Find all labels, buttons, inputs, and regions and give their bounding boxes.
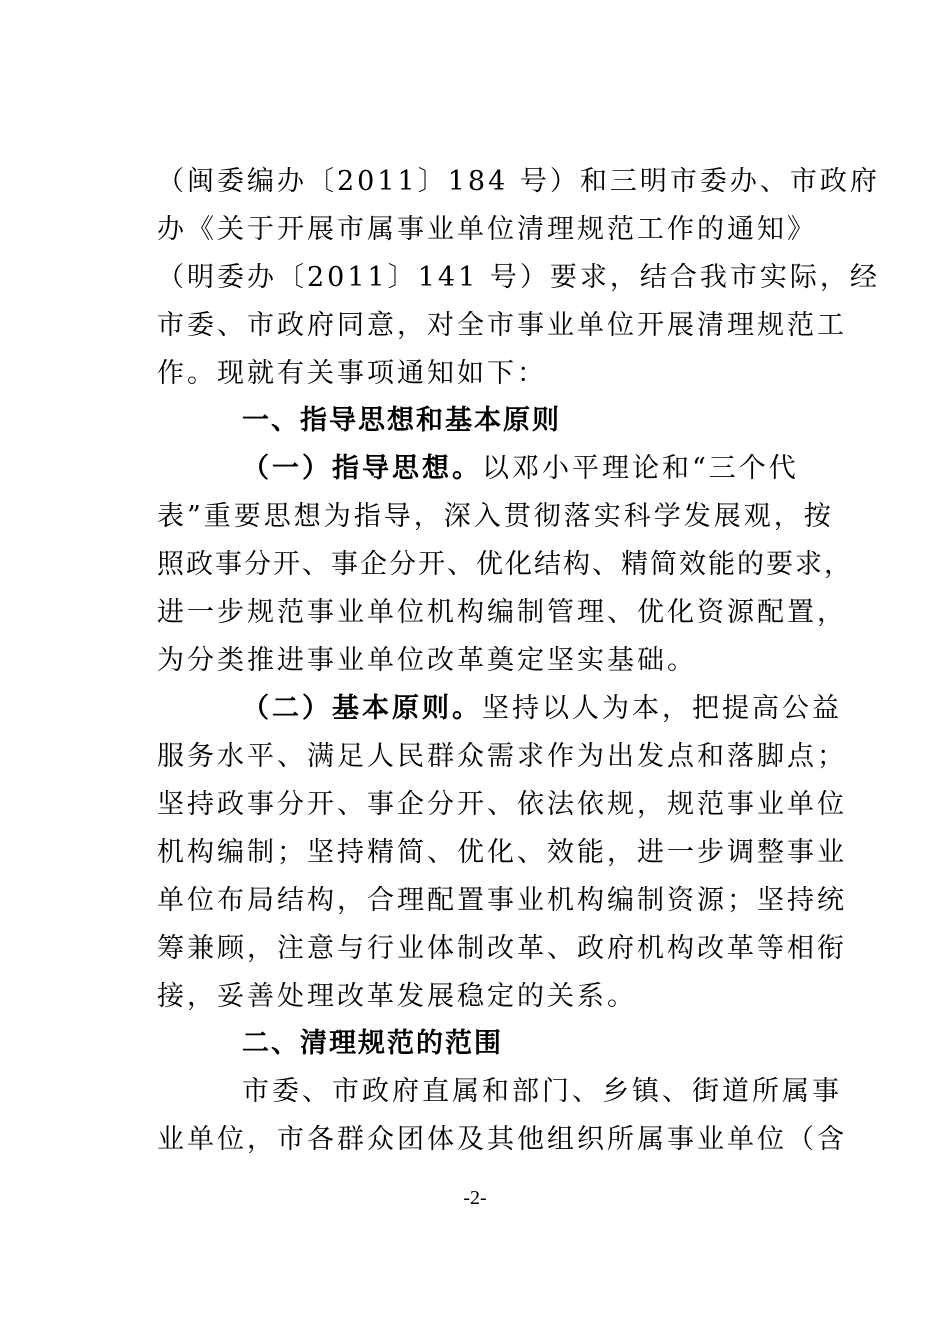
body-line: 坚持政事分开、事企分开、依法依规，规范事业单位 xyxy=(157,789,847,820)
body-line: 为分类推进事业单位改革奠定坚实基础。 xyxy=(157,645,697,676)
paragraph-2-label: （二）基本原则。 xyxy=(242,693,482,724)
body-line: 进一步规范事业单位机构编制管理、优化资源配置， xyxy=(157,597,847,628)
body-line: 服务水平、满足人民群众需求作为出发点和落脚点； xyxy=(157,741,847,772)
body-line: 照政事分开、事企分开、优化结构、精简效能的要求， xyxy=(157,549,853,580)
page-number: -2- xyxy=(463,1187,487,1209)
body-line: （闽委编办〔2011〕184 号）和三明市委办、市政府 xyxy=(157,166,880,197)
body-line: 机构编制；坚持精简、优化、效能，进一步调整事业 xyxy=(157,837,847,868)
body-line: 单位布局结构，合理配置事业机构编制资源；坚持统 xyxy=(157,885,847,916)
body-line: 作。现就有关事项通知如下： xyxy=(157,358,547,389)
paragraph-1-text: 以邓小平理论和“三个代 xyxy=(482,453,799,484)
paragraph-2-first-line xyxy=(242,692,842,726)
paragraph-3-first-line: 市委、市政府直属和部门、乡镇、街道所属事 xyxy=(242,1076,842,1107)
body-line: （明委办〔2011〕141 号）要求，结合我市实际，经 xyxy=(157,262,880,293)
section-heading-2: 二、清理规范的范围 xyxy=(242,1028,503,1059)
paragraph-1-first-line xyxy=(242,452,812,486)
body-line: 办《关于开展市属事业单位清理规范工作的通知》 xyxy=(157,214,817,245)
paragraph-1-label: （一）指导思想。 xyxy=(242,453,482,484)
body-line: 筹兼顾，注意与行业体制改革、政府机构改革等相衔 xyxy=(157,933,847,964)
body-line: 表”重要思想为指导，深入贯彻落实科学发展观，按 xyxy=(157,501,834,532)
paragraph-2-text: 坚持以人为本，把提高公益 xyxy=(482,693,842,724)
section-heading-1: 一、指导思想和基本原则 xyxy=(242,405,561,436)
body-line: 接，妥善处理改革发展稳定的关系。 xyxy=(157,981,637,1012)
body-line: 业单位，市各群众团体及其他组织所属事业单位（含 xyxy=(157,1124,847,1155)
body-line: 市委、市政府同意，对全市事业单位开展清理规范工 xyxy=(157,310,847,341)
